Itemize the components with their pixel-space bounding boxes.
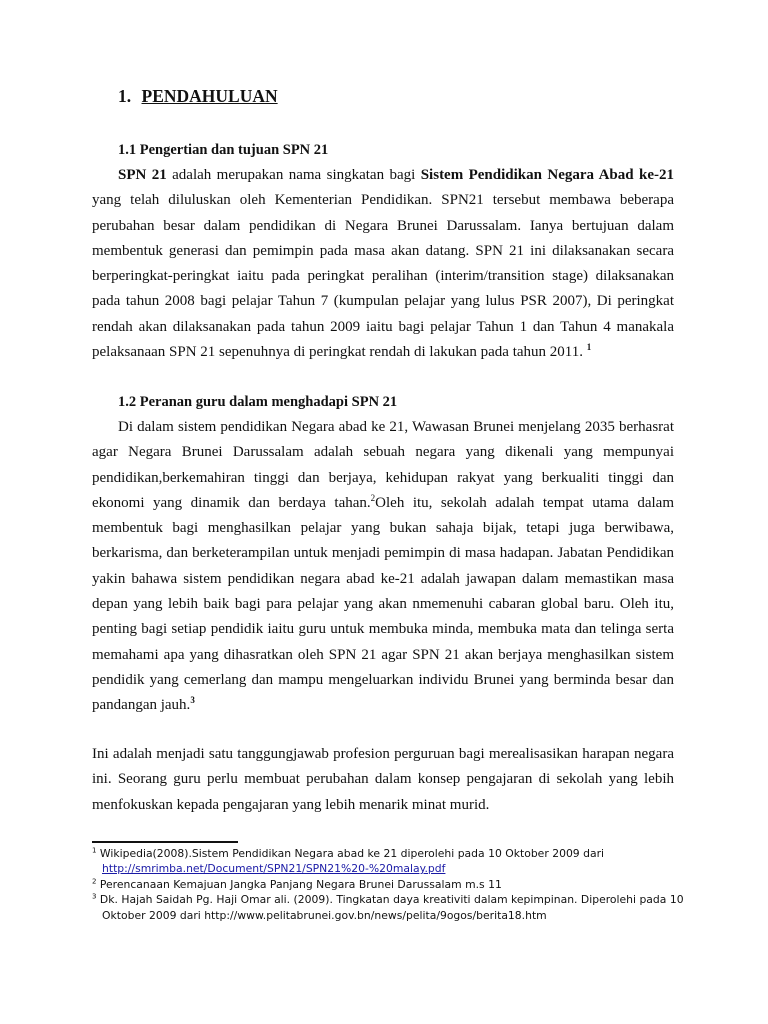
- section-1-2-paragraph: [92, 415, 674, 719]
- intro-text: adalah merupakan nama singkatan bagi: [166, 167, 421, 183]
- footnote-1: [92, 846, 692, 861]
- footnote-ref-2: 2: [370, 492, 376, 503]
- section-1-2-body-b: Oleh itu, sekolah adalah tempat utama dalam membentuk bagi menghasilkan pelajar yang bukan sahaja bijak, tetapi juga berwibawa, berkarisma, dan berketerampilan untuk menjadi pemimpin di masa hadapan. Jabatan Pendidikan yakin bahawa sistem pendidikan negara abad ke-21 adalah jawapan dalam memastikan masa depan yang lebih baik bagi para pelajar yang akan nmemenuhi cabaran global baru. Oleh itu, penting bagi setiap pendidik iaitu guru untuk membuka minda, membuka mata dan telinga serta memahami apa yang dihasratkan oleh SPN 21 agar SPN 21 akan berjaya menghasilkan sistem pendidik yang cemerlang dan mampu mengeluarkan individu Brunei yang berminda besar dan pandangan jauh.: [92, 494, 674, 714]
- closing-paragraph: [92, 742, 674, 818]
- footnote-2-text: Perencanaan Kemajuan Jangka Panjang Negara Brunei Darussalam m.s 11: [96, 877, 502, 891]
- footnotes: [92, 846, 692, 923]
- footnote-2: [92, 877, 692, 892]
- chapter-heading: [118, 86, 278, 107]
- footnote-1-link-line: [92, 861, 692, 876]
- footnote-3: [92, 892, 692, 907]
- closing-paragraph-text: Ini adalah menjadi satu tanggungjawab profesion perguruan bagi merealisasikan harapan negara ini. Seorang guru perlu membuat perubahan dalam konsep pengajaran di sekolah yang lebih menfokuskan kepada pengajaran yang lebih menarik minat murid.: [92, 746, 674, 813]
- footnote-1-number: 1: [92, 846, 97, 855]
- footnote-3-text: Dk. Hajah Saidah Pg. Haji Omar ali. (2009). Tingkatan daya kreativiti dalam kepimpinan. Diperolehi pada 10: [96, 893, 684, 907]
- section-1-2-heading: 1.2 Peranan guru dalam menghadapi SPN 21: [118, 394, 398, 410]
- section-1-1-heading: 1.1 Pengertian dan tujuan SPN 21: [118, 142, 329, 158]
- section-1-1-paragraph: [92, 163, 674, 365]
- footnote-ref-3: 3: [190, 695, 195, 706]
- footnote-ref-1: 1: [586, 342, 592, 353]
- spn21-term: SPN 21: [118, 167, 167, 183]
- footnote-3-continuation: Oktober 2009 dari http://www.pelitabrunei.gov.bn/news/pelita/9ogos/berita18.htm: [102, 908, 547, 922]
- chapter-number: 1.: [118, 86, 132, 106]
- footnote-1-text: Wikipedia(2008).Sistem Pendidikan Negara abad ke 21 diperolehi pada 10 Oktober 2009 dari: [96, 847, 605, 860]
- section-1-1-body: yang telah diluluskan oleh Kementerian Pendidikan. SPN21 tersebut membawa beberapa perubahan besar dalam pendidikan di Negara Brunei Darussalam. Ianya bertujuan dalam membentuk generasi dan pemimpin pada masa akan datang. SPN 21 ini dilaksanakan secara berperingkat-peringkat iaitu pada peringkat peralihan (interim/transition stage) dilaksanakan pada tahun 2008 bagi pelajar Tahun 7 (kumpulan pelajar yang lulus PSR 2007), Di peringkat rendah akan dilaksanakan pada tahun 2009 iaitu bagi pelajar Tahun 1 dan Tahun 4 manakala pelaksanaan SPN 21 sepenuhnya di peringkat rendah di lakukan pada tahun 2011.: [92, 192, 674, 361]
- system-full-name: Sistem Pendidikan Negara Abad ke-21: [420, 167, 675, 183]
- footnote-3-number: 3: [92, 892, 97, 901]
- chapter-title: PENDAHULUAN: [141, 86, 278, 106]
- footnote-2-number: 2: [92, 877, 97, 886]
- section-1-2-body-a: Di dalam sistem pendidikan Negara abad ke 21, Wawasan Brunei menjelang 2035 berhasrat agar Negara Brunei Darussalam adalah sebuah negara yang dikenali yang mempunyai pendidikan,berkemahiran tinggi dan berjaya, kehidupan rakyat yang berkualiti tinggi dan ekonomi yang dinamik dan berdaya tahan.: [92, 419, 674, 511]
- footnote-1-link[interactable]: http://smrimba.net/Document/SPN21/SPN21%20-%20malay.pdf: [102, 862, 446, 876]
- footnote-separator: [92, 841, 238, 843]
